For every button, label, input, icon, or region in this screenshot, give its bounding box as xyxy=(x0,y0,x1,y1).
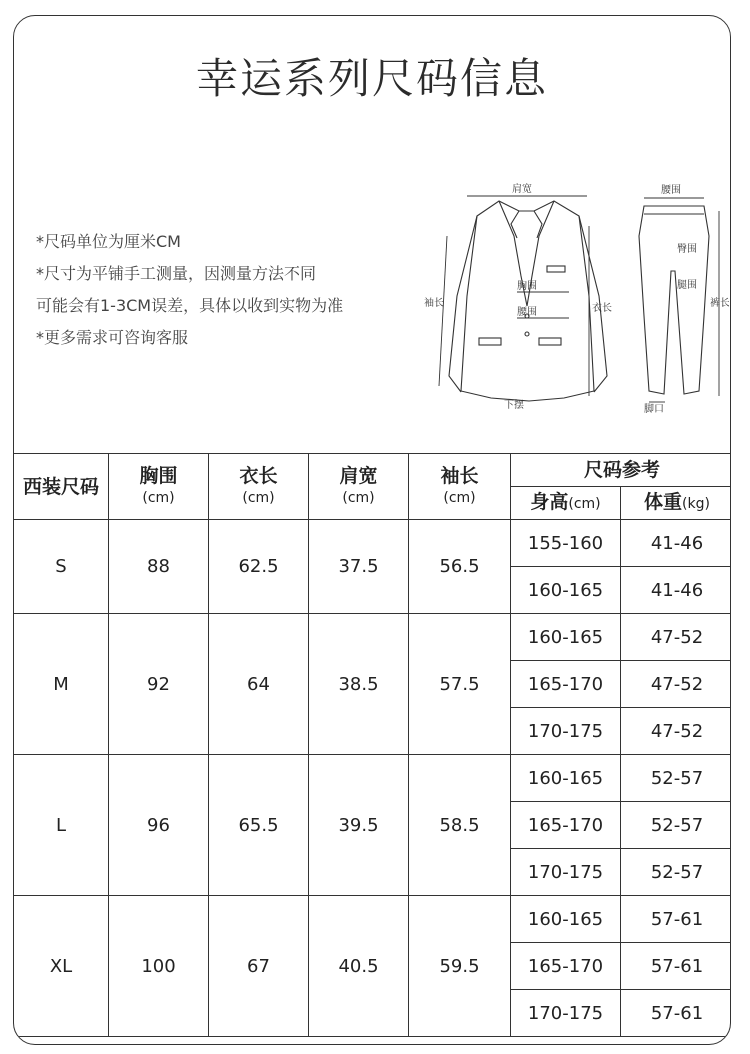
sleeve-cell: 56.5 xyxy=(409,520,511,614)
length-cell: 65.5 xyxy=(209,755,309,896)
height-cell: 170-175 xyxy=(511,990,621,1037)
weight-cell: 52-57 xyxy=(621,849,732,896)
length-label: 衣长 xyxy=(592,303,612,314)
note-line: 可能会有1-3CM误差，具体以收到实物为准 xyxy=(36,296,344,315)
table-header-row xyxy=(14,454,732,487)
weight-cell: 47-52 xyxy=(621,708,732,755)
page-title: 幸运系列尺码信息 xyxy=(195,54,548,103)
shoulder-cell: 37.5 xyxy=(309,520,409,614)
size-chart-card xyxy=(13,15,731,1045)
table-row xyxy=(14,896,732,943)
note-line: *尺寸为平铺手工测量，因测量方法不同 xyxy=(36,264,317,283)
garment-illustration xyxy=(399,176,729,416)
height-cell: 160-165 xyxy=(511,755,621,802)
header-chest: 胸围 (cm) xyxy=(109,454,209,520)
note-line: *更多需求可咨询客服 xyxy=(36,328,189,347)
height-cell: 170-175 xyxy=(511,849,621,896)
hip-label: 臀围 xyxy=(677,244,697,255)
height-cell: 160-165 xyxy=(511,896,621,943)
sleeve-cell: 57.5 xyxy=(409,614,511,755)
header-height: 身高(cm) xyxy=(511,487,621,520)
chest-cell: 88 xyxy=(109,520,209,614)
note-line: *尺码单位为厘米CM xyxy=(36,232,181,251)
weight-cell: 41-46 xyxy=(621,567,732,614)
header-size: 西装尺码 xyxy=(14,454,109,520)
waist-label: 腰围 xyxy=(517,307,537,318)
height-cell: 155-160 xyxy=(511,520,621,567)
weight-cell: 52-57 xyxy=(621,802,732,849)
table-row xyxy=(14,520,732,567)
header-size-reference: 尺码参考 xyxy=(511,454,732,487)
length-cell: 64 xyxy=(209,614,309,755)
height-cell: 165-170 xyxy=(511,802,621,849)
length-cell: 67 xyxy=(209,896,309,1037)
notes xyxy=(36,226,343,354)
height-cell: 165-170 xyxy=(511,943,621,990)
cuff-label: 脚口 xyxy=(644,404,664,415)
weight-cell: 57-61 xyxy=(621,943,732,990)
size-cell: S xyxy=(14,520,109,614)
height-cell: 160-165 xyxy=(511,614,621,661)
size-cell: XL xyxy=(14,896,109,1037)
shoulder-label: 肩宽 xyxy=(512,184,532,195)
height-cell: 170-175 xyxy=(511,708,621,755)
header-length: 衣长 (cm) xyxy=(209,454,309,520)
shoulder-cell: 40.5 xyxy=(309,896,409,1037)
table-row xyxy=(14,755,732,802)
weight-cell: 52-57 xyxy=(621,755,732,802)
header-sleeve: 袖长 (cm) xyxy=(409,454,511,520)
weight-cell: 57-61 xyxy=(621,990,732,1037)
weight-cell: 57-61 xyxy=(621,896,732,943)
hem-label: 下摆 xyxy=(504,400,524,411)
suit-measurement-diagram xyxy=(399,176,729,416)
header-weight: 体重(kg) xyxy=(621,487,732,520)
size-cell: M xyxy=(14,614,109,755)
chest-cell: 92 xyxy=(109,614,209,755)
weight-cell: 47-52 xyxy=(621,614,732,661)
chest-label: 胸围 xyxy=(517,281,537,292)
height-cell: 165-170 xyxy=(511,661,621,708)
chest-cell: 100 xyxy=(109,896,209,1037)
table-row xyxy=(14,614,732,661)
pants-waist-label: 腰围 xyxy=(661,185,681,196)
size-table xyxy=(13,453,731,1037)
pants-outline xyxy=(639,206,709,394)
weight-cell: 41-46 xyxy=(621,520,732,567)
sleeve-cell: 59.5 xyxy=(409,896,511,1037)
shoulder-cell: 38.5 xyxy=(309,614,409,755)
size-cell: L xyxy=(14,755,109,896)
chest-cell: 96 xyxy=(109,755,209,896)
height-cell: 160-165 xyxy=(511,567,621,614)
pants-length-label: 裤长 xyxy=(710,298,729,309)
sleeve-label: 袖长 xyxy=(424,298,444,309)
thigh-label: 腿围 xyxy=(677,280,697,291)
weight-cell: 47-52 xyxy=(621,661,732,708)
sleeve-cell: 58.5 xyxy=(409,755,511,896)
shoulder-cell: 39.5 xyxy=(309,755,409,896)
header-shoulder: 肩宽 (cm) xyxy=(309,454,409,520)
length-cell: 62.5 xyxy=(209,520,309,614)
